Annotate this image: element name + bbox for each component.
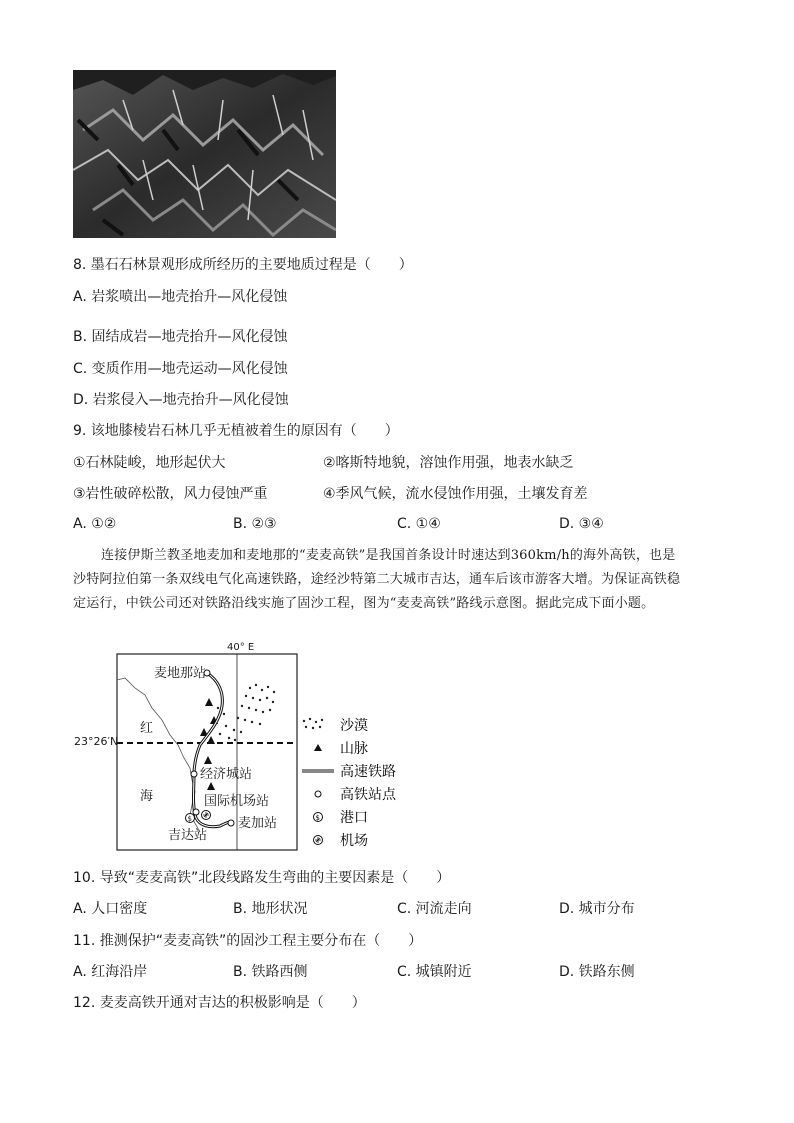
desert-area	[216, 684, 275, 741]
q11-option-c[interactable]: C. 城镇附近	[397, 964, 472, 980]
mecca-station-label: 麦加站	[238, 816, 278, 831]
q11-option-b[interactable]: B. 铁路西侧	[233, 964, 308, 980]
q9-option-c[interactable]: C. ①④	[397, 516, 441, 532]
question-11-stem: 11. 推测保护“麦麦高铁”的固沙工程主要分布在（ ）	[73, 933, 423, 949]
legend-station-icon	[315, 791, 321, 797]
q8-option-b[interactable]: B. 固结成岩—地壳抬升—风化侵蚀	[73, 329, 288, 345]
stone-forest-photo	[73, 70, 336, 238]
q10-option-c[interactable]: C. 河流走向	[397, 901, 472, 917]
legend-railway-label: 高速铁路	[340, 764, 396, 780]
q10-option-b[interactable]: B. 地形状况	[233, 901, 308, 917]
sea-label-red: 红	[140, 721, 154, 736]
jeddah-station-label: 吉达站	[168, 828, 208, 843]
q9-statement-2: ②喀斯特地貌，溶蚀作用强，地表水缺乏	[323, 455, 574, 471]
q9-option-b[interactable]: B. ②③	[233, 516, 277, 532]
svg-text:$: $	[187, 815, 192, 823]
legend-mountain-icon	[314, 744, 322, 751]
legend-mountain-label: 山脉	[340, 741, 368, 757]
q8-option-c[interactable]: C. 变质作用—地壳运动—风化侵蚀	[73, 361, 288, 377]
q10-option-a[interactable]: A. 人口密度	[73, 901, 148, 917]
q8-option-d[interactable]: D. 岩浆侵入—地壳抬升—风化侵蚀	[73, 392, 289, 408]
passage	[73, 544, 723, 616]
q11-option-d[interactable]: D. 铁路东侧	[559, 964, 635, 980]
passage-line-2: 沙特阿拉伯第一条双线电气化高速铁路，途经沙特第二大城市吉达，通车后该市游客大增。为保证高铁稳	[73, 572, 681, 587]
airport-station-dot	[193, 809, 199, 815]
map-legend	[298, 715, 408, 855]
question-8-stem: 8. 墨石石林景观形成所经历的主要地质过程是（ ）	[73, 257, 413, 273]
latitude-label: 23°26′N	[74, 735, 119, 748]
sea-label-sea: 海	[140, 789, 154, 804]
legend-station-label: 高铁站点	[340, 787, 396, 803]
coastline	[117, 678, 200, 832]
question-12-stem: 12. 麦麦高铁开通对吉达的积极影响是（ ）	[73, 995, 366, 1011]
q10-option-d[interactable]: D. 城市分布	[559, 901, 635, 917]
legend-desert-label: 沙漠	[340, 718, 368, 734]
q9-statement-1: ①石林陡峻，地形起伏大	[73, 455, 226, 471]
q11-option-a[interactable]: A. 红海沿岸	[73, 964, 148, 980]
legend-airport-label: 机场	[340, 833, 368, 849]
economic-city-station-dot	[191, 771, 197, 777]
q9-statement-3: ③岩性破碎松散，风力侵蚀严重	[73, 486, 268, 502]
q9-option-a[interactable]: A. ①②	[73, 516, 117, 532]
passage-line-3: 定运行，中铁公司还对铁路沿线实施了固沙工程，图为“麦麦高铁”路线示意图。据此完成下面小题。	[73, 596, 655, 611]
legend-port-label: 港口	[340, 810, 368, 826]
airport-station-label: 国际机场站	[204, 794, 270, 809]
medina-station-label: 麦地那站	[154, 666, 207, 681]
economic-city-station-label: 经济城站	[200, 767, 253, 782]
legend-desert-icon	[303, 718, 323, 729]
svg-text:$: $	[315, 814, 320, 822]
q9-option-d[interactable]: D. ③④	[559, 516, 604, 532]
passage-line-1: 连接伊斯兰教圣地麦加和麦地那的“麦麦高铁”是我国首条设计时速达到360km/h的海外高铁，也是	[101, 548, 676, 563]
longitude-label: 40° E	[227, 642, 255, 653]
question-9-stem: 9. 该地膝棱岩石林几乎无植被着生的原因有（ ）	[73, 423, 399, 439]
q9-statement-4: ④季风气候，流水侵蚀作用强，土壤发育差	[323, 486, 588, 502]
q8-option-a[interactable]: A. 岩浆喷出—地壳抬升—风化侵蚀	[73, 289, 288, 305]
question-10-stem: 10. 导致“麦麦高铁”北段线路发生弯曲的主要因素是（ ）	[73, 870, 451, 886]
mecca-station-dot	[228, 820, 234, 826]
